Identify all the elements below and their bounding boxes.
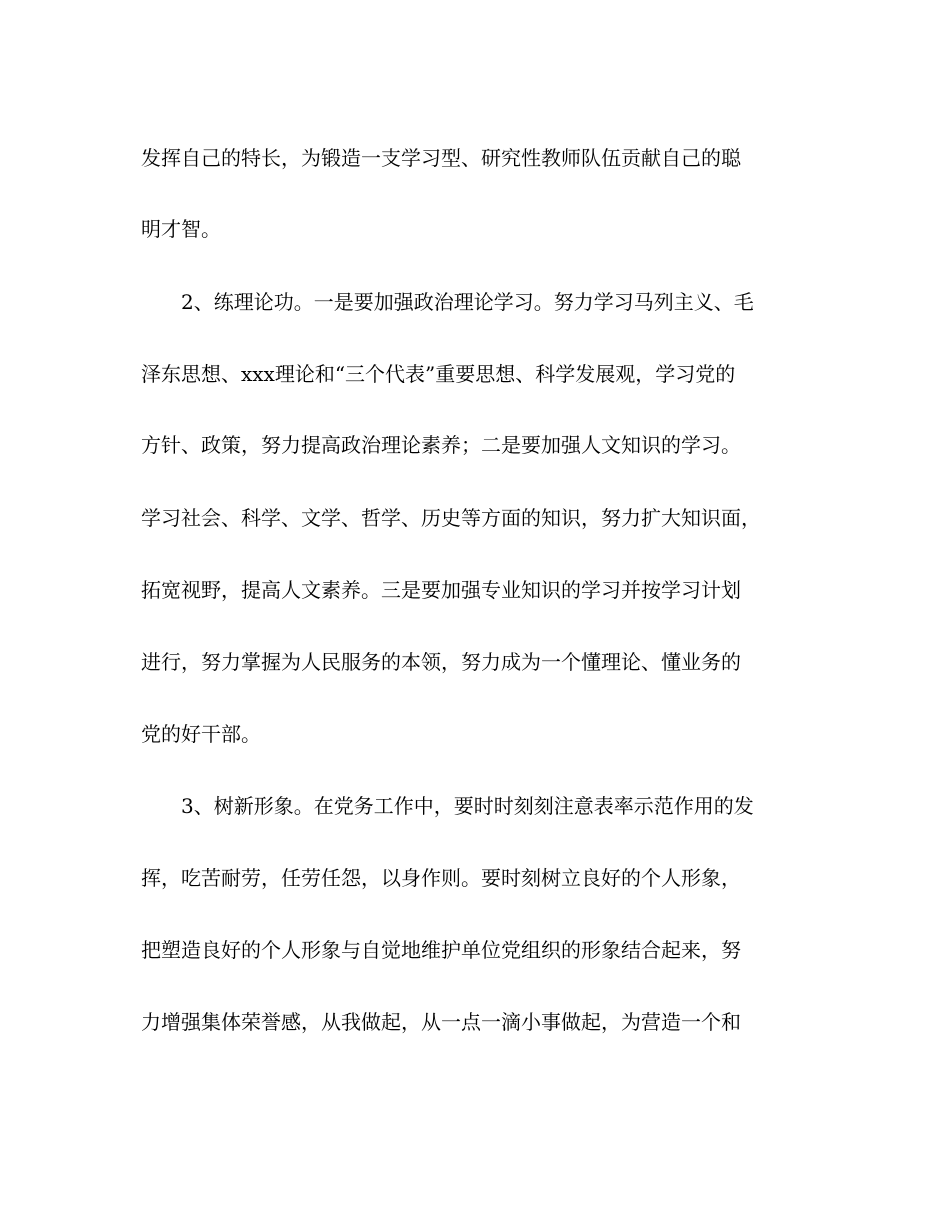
text-line: 拓宽视野，提高人文素养。三是要加强专业知识的学习并按学习计划	[141, 578, 741, 602]
text-line: 泽东思想、xxx理论和“三个代表”重要思想、科学发展观，学习党的	[141, 362, 736, 386]
text-line: 党的好干部。	[141, 722, 261, 746]
text-line: 明才智。	[141, 217, 221, 241]
text-line: 发挥自己的特长，为锻造一支学习型、研究性教师队伍贡献自己的聪	[141, 146, 741, 170]
text-line: 方针、政策，努力提高政治理论素养；二是要加强人文知识的学习。	[141, 433, 741, 457]
text-line: 进行，努力掌握为人民服务的本领，努力成为一个懂理论、懂业务的	[141, 650, 741, 674]
text-line: 力增强集体荣誉感，从我做起，从一点一滴小事做起，为营造一个和	[141, 1010, 741, 1034]
text-line: 把塑造良好的个人形象与自觉地维护单位党组织的形象结合起来，努	[141, 938, 741, 962]
text-line: 挥，吃苦耐劳，任劳任怨，以身作则。要时刻树立良好的个人形象，	[141, 866, 741, 890]
paragraph-start-line: 3、树新形象。在党务工作中，要时时刻刻注意表率示范作用的发	[181, 794, 754, 818]
paragraph-start-line: 2、练理论功。一是要加强政治理论学习。努力学习马列主义、毛	[181, 290, 754, 314]
text-line: 学习社会、科学、文学、哲学、历史等方面的知识，努力扩大知识面，	[141, 506, 761, 530]
